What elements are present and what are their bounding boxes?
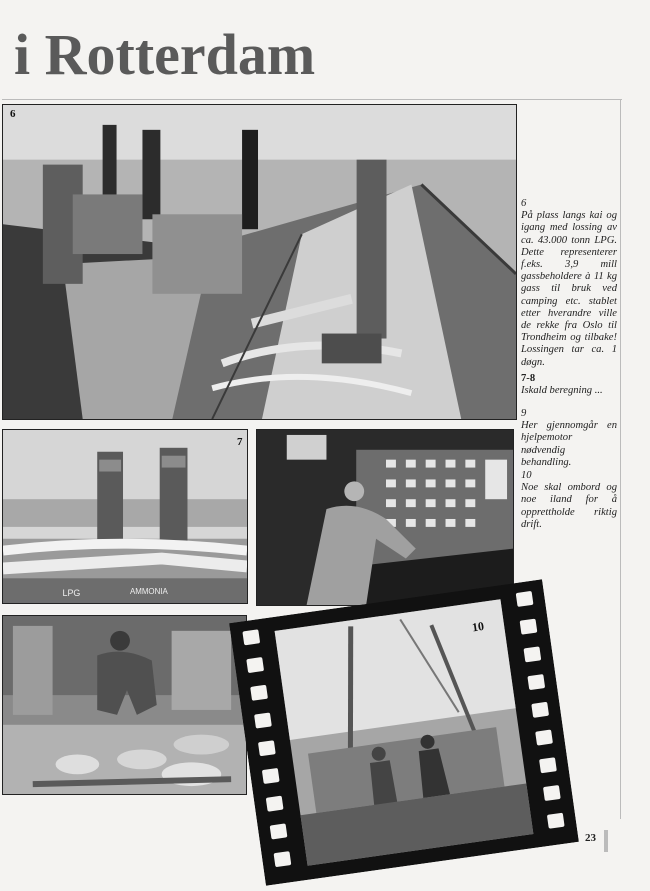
photo-9-image xyxy=(3,616,246,794)
caption-7-8-text: Iskald beregning ... xyxy=(521,385,603,397)
photo-6-number: 6 xyxy=(10,108,16,120)
caption-10-text: Noe skal ombord og noe iland for å opprettholde riktig drift. xyxy=(521,482,617,530)
page-heading: i Rotterdam xyxy=(14,22,316,87)
caption-7-8 xyxy=(521,373,617,397)
photo-10-image xyxy=(229,579,579,885)
photo-6-image xyxy=(3,105,516,419)
photo-7-ammonia-tanks xyxy=(2,429,248,604)
caption-9-number: 9 xyxy=(521,408,527,419)
caption-6-number: 6 xyxy=(521,198,527,209)
caption-9 xyxy=(521,408,617,469)
caption-7-8-number: 7-8 xyxy=(521,373,536,384)
caption-10-number: 10 xyxy=(521,470,532,481)
page-number: 23 xyxy=(585,832,596,844)
photo-9-engine-maintenance xyxy=(2,615,247,795)
photo-8-image xyxy=(257,430,513,605)
caption-6 xyxy=(521,198,617,369)
photo-8-control-room xyxy=(256,429,514,606)
ship-sign-lpg: LPG xyxy=(62,588,81,599)
right-rule xyxy=(620,99,621,819)
photo-10-number: 10 xyxy=(471,618,485,635)
photo-7-image xyxy=(3,430,247,603)
photo-6-tanker-unloading xyxy=(2,104,517,420)
photo-10-film-strip xyxy=(229,579,579,885)
caption-10 xyxy=(521,470,617,531)
top-rule xyxy=(2,99,622,100)
caption-6-text: På plass langs kai og igang med lossing av ca. 43.000 tonn LPG. Dette representerer f.eks. 3,9 mill gassbeholdere à 11 kg gass til bruk ved camping etc. stablet etter hverandre ville de rekke fra Oslo til Trondheim og tilbake! Lossingen tar ca. 1 døgn. xyxy=(521,210,617,368)
ship-sign-ammonia: AMMONIA xyxy=(129,587,168,597)
page-edge-bar xyxy=(604,830,608,852)
photo-7-number: 7 xyxy=(237,436,243,448)
caption-9-text: Her gjennomgår en hjelpemotor nødvendig behandling. xyxy=(521,420,617,468)
